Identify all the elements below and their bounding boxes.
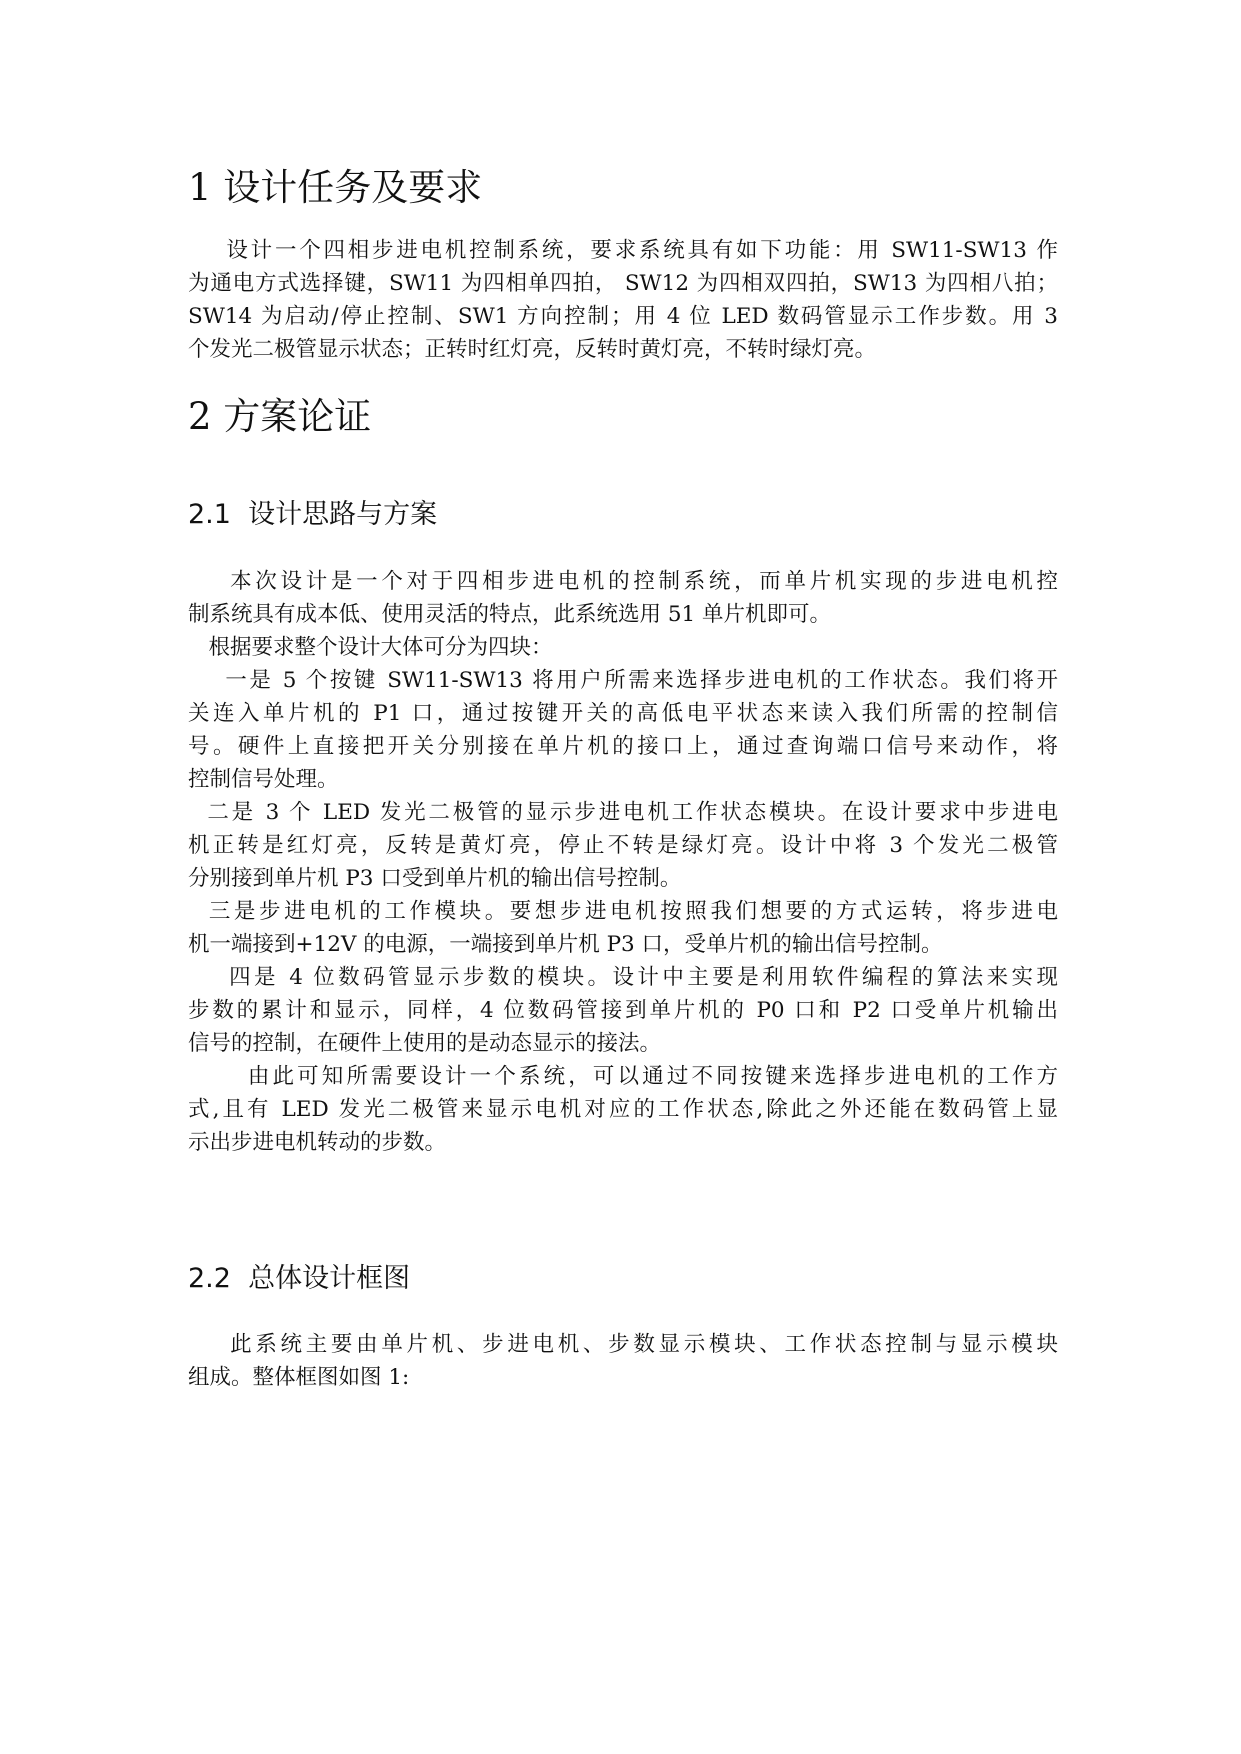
paragraph-line: 控制信号处理。 [188,767,339,792]
subsection-2-2-paragraph [188,1328,1058,1394]
paragraph-line: 个发光二极管显示状态；正转时红灯亮，反转时黄灯亮，不转时绿灯亮。 [188,337,877,362]
paragraph-line: SW14 为启动/停止控制、SW1 方向控制；用 4 位 LED 数码管显示工作步数。用 3 [188,304,1058,329]
paragraph-line: 本次设计是一个对于四相步进电机的控制系统，而单片机实现的步进电机控 [188,569,1058,594]
paragraph-line: 步数的累计和显示，同样，4 位数码管接到单片机的 P0 口和 P2 口受单片机输出 [188,998,1058,1023]
paragraph-line: 机正转是红灯亮，反转是黄灯亮，停止不转是绿灯亮。设计中将 3 个发光二极管 [188,833,1058,858]
section-heading-1: 1 设计任务及要求 [188,166,483,209]
subsection-heading-2-2: 2.2 总体设计框图 [188,1263,411,1294]
paragraph-line: 号。硬件上直接把开关分别接在单片机的接口上，通过查询端口信号来动作，将 [188,734,1058,759]
paragraph-line: 根据要求整个设计大体可分为四块： [188,635,553,660]
paragraph-line: 机一端接到+12V 的电源，一端接到单片机 P3 口，受单片机的输出信号控制。 [188,932,943,957]
paragraph-line: 三是步进电机的工作模块。要想步进电机按照我们想要的方式运转，将步进电 [188,899,1058,924]
subsection-2-1-paragraph [188,565,1058,1159]
paragraph-line: 示出步进电机转动的步数。 [188,1130,447,1155]
paragraph-line: 设计一个四相步进电机控制系统，要求系统具有如下功能：用 SW11-SW13 作 [188,238,1058,263]
paragraph-line: 制系统具有成本低、使用灵活的特点，此系统选用 51 单片机即可。 [188,602,832,627]
section-heading-2: 2 方案论证 [188,395,372,438]
paragraph-line: 分别接到单片机 P3 口受到单片机的输出信号控制。 [188,866,682,891]
paragraph-line: 由此可知所需要设计一个系统，可以通过不同按键来选择步进电机的工作方 [188,1064,1058,1089]
paragraph-line: 信号的控制，在硬件上使用的是动态显示的接法。 [188,1031,662,1056]
paragraph-line: 组成。整体框图如图 1: [188,1365,410,1390]
subsection-heading-2-1: 2.1 设计思路与方案 [188,499,438,530]
paragraph-line: 关连入单片机的 P1 口，通过按键开关的高低电平状态来读入我们所需的控制信 [188,701,1058,726]
paragraph-line: 一是 5 个按键 SW11-SW13 将用户所需来选择步进电机的工作状态。我们将开 [188,668,1058,693]
paragraph-line: 此系统主要由单片机、步进电机、步数显示模块、工作状态控制与显示模块 [188,1332,1058,1357]
paragraph-line: 式,且有 LED 发光二极管来显示电机对应的工作状态,除此之外还能在数码管上显 [188,1097,1058,1122]
paragraph-line: 四是 4 位数码管显示步数的模块。设计中主要是利用软件编程的算法来实现 [188,965,1058,990]
paragraph-line: 为通电方式选择键，SW11 为四相单四拍， SW12 为四相双四拍，SW13 为四相八拍； [188,271,1058,296]
paragraph-line: 二是 3 个 LED 发光二极管的显示步进电机工作状态模块。在设计要求中步进电 [188,800,1058,825]
section1-paragraph [188,234,1058,366]
